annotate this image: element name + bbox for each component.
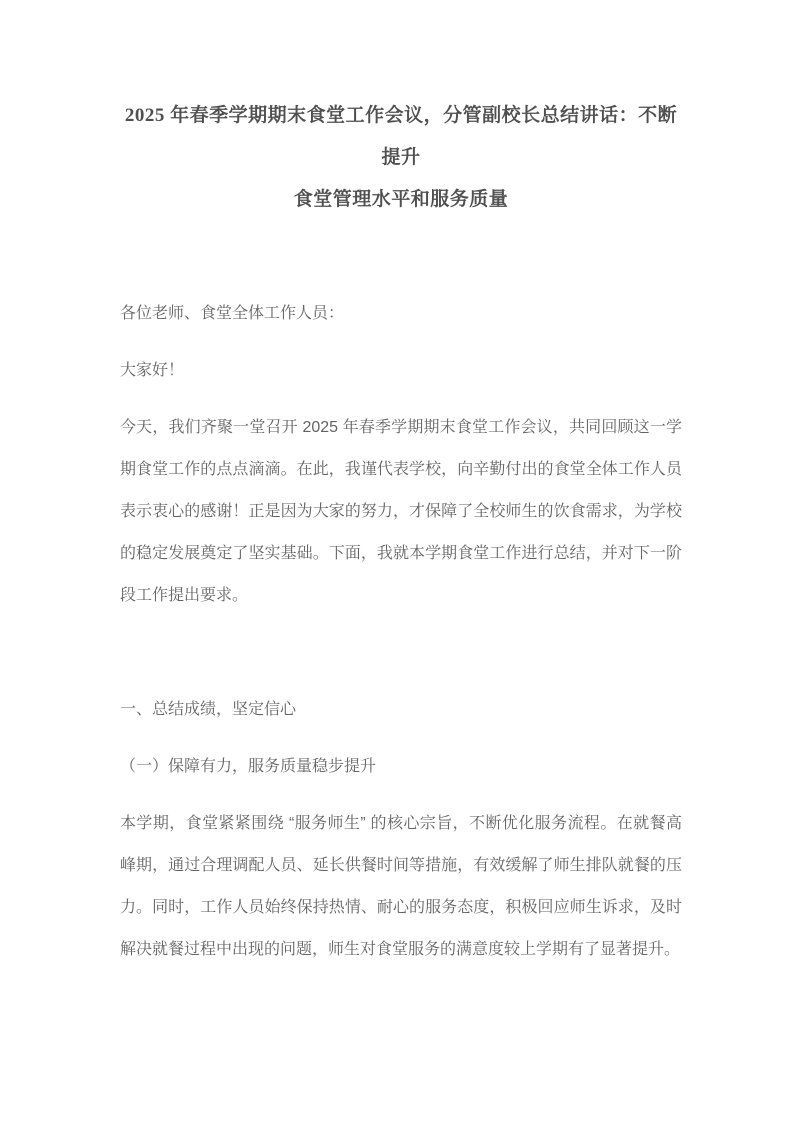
salutation-line: 各位老师、食堂全体工作人员： xyxy=(120,305,345,322)
greeting-line: 大家好！ xyxy=(120,362,185,379)
intro-paragraph: 今天，我们齐聚一堂召开 2025 年春季学期期末食堂工作会议，共同回顾这一学期食堂工作的点点滴滴。在此，我谨代表学校，向辛勤付出的食堂全体工作人员表示衷心的感谢！正是因为大家的努力，才保障了全校师生的饮食需求，为学校的稳定发展奠定了坚实基础。下面，我就本学期食堂工作进行总结，并对下一阶段工作提出要求。 xyxy=(120,419,682,604)
document-title xyxy=(120,95,682,221)
blank-line xyxy=(120,236,682,278)
section-1-heading: 一、总结成绩，坚定信心 xyxy=(120,701,297,718)
subsection-1-1-heading: （一）保障有力，服务质量稳步提升 xyxy=(120,758,377,775)
subsection-1-1-paragraph: 本学期，食堂紧紧围绕 “服务师生” 的核心宗旨，不断优化服务流程。在就餐高峰期，通过合理调配人员、延长供餐时间等措施，有效缓解了师生排队就餐的压力。同时，工作人员始终保持热情、耐心的服务态度，积极回应师生诉求，及时解决就餐过程中出现的问题，师生对食堂服务的满意度较上学期有了显著提升。 xyxy=(120,815,682,958)
document-title-line-2: 食堂管理水平和服务质量 xyxy=(293,189,509,210)
blank-line xyxy=(120,632,682,674)
document-title-line-1: 2025 年春季学期期末食堂工作会议，分管副校长总结讲话：不断提升 xyxy=(124,105,678,168)
